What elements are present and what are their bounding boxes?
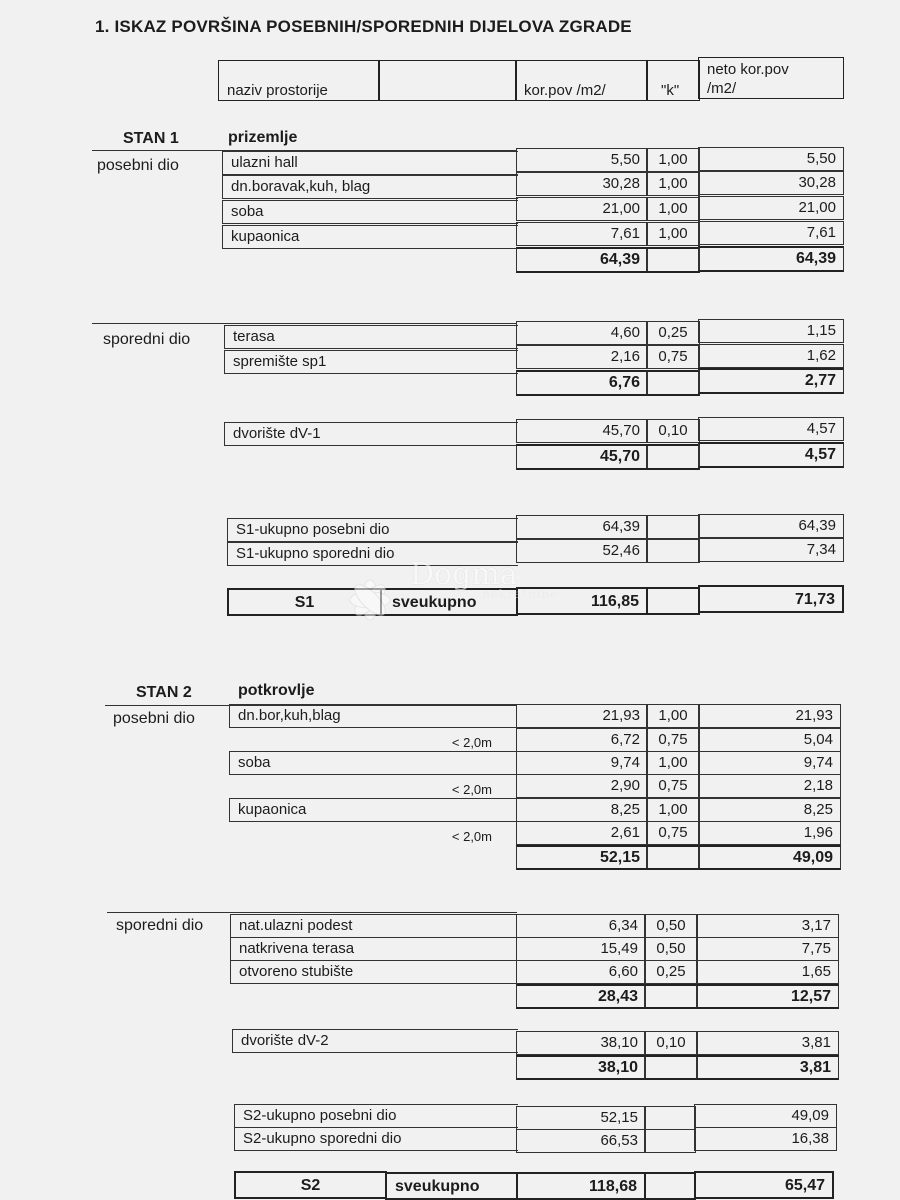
total-area: 28,43 <box>516 984 646 1009</box>
sveukupno-k-empty <box>646 587 700 615</box>
row-area: 6,34 <box>516 914 646 938</box>
row-net: 7,75 <box>696 937 839 961</box>
row-sub-height: < 2,0m <box>451 735 492 750</box>
row-area: 30,28 <box>516 172 648 196</box>
row-name: natkrivena terasa <box>230 937 518 961</box>
row-k: 0,50 <box>644 937 698 961</box>
row-name: S1-ukupno posebni dio <box>227 518 518 542</box>
total-area: 6,76 <box>516 370 648 396</box>
row-net: 1,62 <box>698 344 844 368</box>
stan1-sporedni-divider <box>92 323 517 324</box>
row-net: 9,74 <box>698 751 841 775</box>
row-area: 21,93 <box>516 704 648 728</box>
row-area: 38,10 <box>516 1031 646 1055</box>
row-name: kupaonica <box>229 798 518 822</box>
sveukupno-label: sveukupno <box>380 588 518 616</box>
sveukupno-k-empty <box>644 1172 696 1200</box>
document-title: 1. ISKAZ POVRŠINA POSEBNIH/SPOREDNIH DIJELOVA ZGRADE <box>95 17 632 36</box>
header-naziv <box>218 60 380 101</box>
row-name: S1-ukupno sporedni dio <box>227 542 518 566</box>
row-area: 2,61 <box>516 821 648 845</box>
total-k-empty <box>646 845 700 870</box>
total-k-empty <box>644 1055 698 1080</box>
row-net: 1,65 <box>696 960 839 984</box>
header-korpov <box>515 60 648 101</box>
row-name: spremište sp1 <box>224 350 518 374</box>
total-area: 38,10 <box>516 1055 646 1080</box>
stan2-sporedni-label: sporedni dio <box>116 917 204 934</box>
total-area: 52,15 <box>516 845 648 870</box>
row-net: 3,17 <box>696 914 839 938</box>
flower-logo-icon <box>330 555 410 645</box>
row-area: 8,25 <box>516 798 648 822</box>
row-k: 0,75 <box>646 728 700 752</box>
row-net: 7,34 <box>698 538 844 562</box>
row-net: 4,57 <box>698 417 844 441</box>
header-neto-line2: /m2/ <box>707 80 737 97</box>
total-net: 3,81 <box>696 1055 839 1080</box>
row-name: soba <box>229 751 518 775</box>
row-k: 1,00 <box>646 704 700 728</box>
row-net: 2,18 <box>698 774 841 798</box>
row-net: 5,50 <box>698 147 844 171</box>
row-net: 49,09 <box>694 1104 837 1128</box>
row-area: 7,61 <box>516 222 648 246</box>
row-k: 1,00 <box>646 197 700 221</box>
row-k-empty <box>644 1129 696 1153</box>
row-net: 1,15 <box>698 319 844 343</box>
row-area: 64,39 <box>516 515 648 539</box>
row-area: 5,50 <box>516 148 648 172</box>
row-net: 21,00 <box>698 196 844 220</box>
row-net: 5,04 <box>698 728 841 752</box>
row-area: 21,00 <box>516 197 648 221</box>
stan2-posebni-label: posebni dio <box>113 710 195 727</box>
row-area: 15,49 <box>516 937 646 961</box>
row-k-empty <box>644 1106 696 1130</box>
total-area: 64,39 <box>516 247 648 273</box>
sveukupno-code: S2 <box>234 1171 387 1199</box>
row-k: 1,00 <box>646 222 700 246</box>
row-net: 30,28 <box>698 171 844 195</box>
row-name: soba <box>222 200 518 224</box>
header-empty <box>378 60 517 101</box>
row-area: 4,60 <box>516 321 648 345</box>
row-net: 64,39 <box>698 514 844 538</box>
row-k: 0,25 <box>644 960 698 984</box>
row-name: dn.boravak,kuh, blag <box>222 175 518 199</box>
header-neto-line1: neto kor.pov <box>707 61 789 78</box>
row-k: 0,10 <box>644 1031 698 1055</box>
row-area: 2,16 <box>516 345 648 369</box>
watermark-brand: Dogma <box>410 557 518 592</box>
header-k-label: "k" <box>661 82 680 99</box>
row-net: 16,38 <box>694 1127 837 1151</box>
row-k: 1,00 <box>646 798 700 822</box>
row-sub-height: < 2,0m <box>451 782 492 797</box>
row-k: 0,50 <box>644 914 698 938</box>
row-area: 6,72 <box>516 728 648 752</box>
row-net: 8,25 <box>698 798 841 822</box>
stan1-posebni-label: posebni dio <box>97 157 179 174</box>
row-name: S2-ukupno posebni dio <box>234 1104 518 1128</box>
row-name: otvoreno stubište <box>230 960 518 984</box>
row-sub-height: < 2,0m <box>451 829 492 844</box>
row-k: 0,75 <box>646 774 700 798</box>
row-k-empty <box>646 515 700 539</box>
total-k-empty <box>644 984 698 1009</box>
row-k: 1,00 <box>646 148 700 172</box>
total-net: 49,09 <box>698 845 841 870</box>
total-k-empty <box>646 247 700 273</box>
row-area: 2,90 <box>516 774 648 798</box>
row-area: 9,74 <box>516 751 648 775</box>
total-net: 4,57 <box>698 442 844 468</box>
stan1-sporedni-label: sporedni dio <box>103 331 191 348</box>
header-neto <box>698 57 844 99</box>
watermark-sub: nekretnine <box>482 587 559 601</box>
row-net: 21,93 <box>698 704 841 728</box>
row-name: kupaonica <box>222 225 518 249</box>
sveukupno-code: S1 <box>227 588 382 616</box>
row-area: 45,70 <box>516 419 648 443</box>
sveukupno-net: 65,47 <box>694 1171 834 1199</box>
row-name: dvorište dV-2 <box>232 1029 518 1053</box>
total-k-empty <box>646 370 700 396</box>
row-area: 6,60 <box>516 960 646 984</box>
row-k: 0,75 <box>646 821 700 845</box>
row-k: 0,10 <box>646 419 700 443</box>
row-name: ulazni hall <box>222 151 518 175</box>
row-name: terasa <box>224 325 518 349</box>
header-korpov-label: kor.pov /m2/ <box>524 82 606 99</box>
stan2-label: STAN 2 <box>136 684 192 701</box>
row-k: 0,75 <box>646 345 700 369</box>
row-k: 1,00 <box>646 751 700 775</box>
row-name: nat.ulazni podest <box>230 914 518 938</box>
total-net: 2,77 <box>698 368 844 394</box>
row-k: 0,25 <box>646 321 700 345</box>
stan1-label: STAN 1 <box>123 130 179 147</box>
sveukupno-area: 118,68 <box>516 1172 646 1200</box>
row-name: dvorište dV-1 <box>224 422 518 446</box>
dogma-watermark <box>330 555 580 645</box>
row-area: 52,46 <box>516 539 648 563</box>
row-area: 52,15 <box>516 1106 646 1130</box>
row-area: 66,53 <box>516 1129 646 1153</box>
stan1-floor: prizemlje <box>228 129 298 146</box>
sveukupno-net: 71,73 <box>698 585 844 613</box>
sveukupno-area: 116,85 <box>516 587 648 615</box>
row-k-empty <box>646 539 700 563</box>
stan2-sporedni-divider <box>107 912 517 913</box>
stan2-floor: potkrovlje <box>238 682 315 699</box>
row-name: dn.bor,kuh,blag <box>229 704 518 728</box>
total-k-empty <box>646 444 700 470</box>
sveukupno-label: sveukupno <box>385 1172 518 1200</box>
row-name: S2-ukupno sporedni dio <box>234 1127 518 1151</box>
total-net: 12,57 <box>696 984 839 1009</box>
row-net: 1,96 <box>698 821 841 845</box>
total-net: 64,39 <box>698 246 844 272</box>
header-k <box>646 60 700 101</box>
header-naziv-label: naziv prostorije <box>227 82 328 99</box>
total-area: 45,70 <box>516 444 648 470</box>
row-net: 3,81 <box>696 1031 839 1055</box>
row-net: 7,61 <box>698 221 844 245</box>
row-k: 1,00 <box>646 172 700 196</box>
